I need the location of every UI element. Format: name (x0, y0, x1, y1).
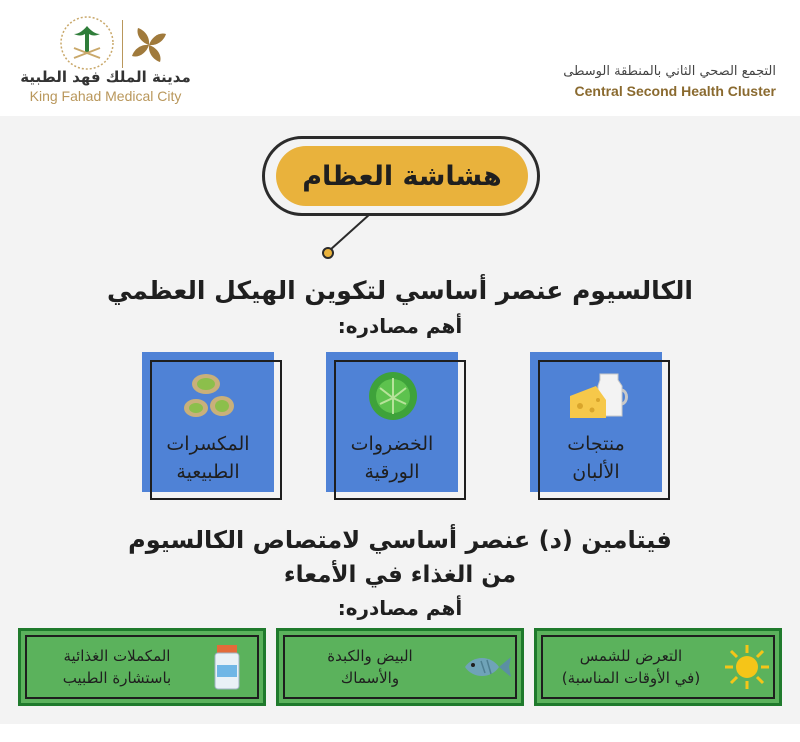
card-label-line1: الخضروات (350, 433, 434, 455)
card-label-line2: الطبيعية (176, 461, 240, 483)
card-label-line2: والأسماك (340, 669, 400, 687)
cluster-name-en: Central Second Health Cluster (574, 83, 776, 99)
card-label-line2: باستشارة الطبيب (62, 669, 172, 687)
card-label-line1: البيض والكبدة (327, 647, 413, 665)
card-label-line1: منتجات (567, 433, 625, 455)
kfmc-name-ar: مدينة الملك فهد الطبية (20, 68, 191, 86)
calcium-heading: الكالسيوم عنصر أساسي لتكوين الهيكل العظمي (107, 276, 693, 305)
card-label-line2: (في الأوقات المناسبة) (561, 669, 701, 687)
card-label-line1: التعرض للشمس (579, 647, 683, 665)
card-sun-exposure (534, 628, 782, 706)
card-label-line1: المكسرات (166, 433, 250, 455)
card-eggs-liver-fish (276, 628, 524, 706)
card-leafy-greens (326, 352, 458, 492)
card-dairy (530, 352, 662, 492)
card-label (33, 645, 201, 689)
card-label-line1: المكملات الغذائية (63, 647, 171, 665)
calcium-sources-label: أهم مصادره: (337, 314, 463, 338)
card-label (142, 430, 274, 486)
fish-icon (459, 643, 513, 691)
dairy-icon (566, 366, 628, 424)
footer-strip (0, 724, 800, 742)
vitamin-d-heading-line1: فيتامين (د) عنصر أساسي لامتصاص الكالسيوم (128, 526, 672, 554)
card-label (530, 430, 662, 486)
logo-divider (122, 20, 123, 68)
card-label-line2: الألبان (572, 461, 620, 483)
vitamin-d-heading-line2: من الغذاء في الأمعاء (283, 562, 517, 588)
sun-icon (723, 643, 771, 691)
saudi-emblem-icon (58, 14, 116, 72)
title-badge (262, 136, 540, 216)
page-title: هشاشة العظام (276, 146, 528, 206)
vitamin-d-sources-label: أهم مصادره: (337, 596, 463, 620)
kfmc-name-en: King Fahad Medical City (29, 88, 182, 104)
card-nuts (142, 352, 274, 492)
cluster-name-ar: التجمع الصحي الثاني بالمنطقة الوسطى (563, 64, 776, 79)
leafy-greens-icon (362, 366, 424, 424)
card-label (285, 645, 455, 689)
card-label (326, 430, 458, 486)
card-supplements (18, 628, 266, 706)
nuts-icon (178, 366, 240, 424)
card-label-line2: الورقية (364, 461, 420, 483)
card-label (543, 645, 719, 689)
kfmc-logo (18, 14, 208, 109)
cluster-logo (536, 64, 776, 99)
kfmc-flower-icon (128, 24, 170, 66)
header (0, 0, 800, 116)
supplement-bottle-icon (203, 643, 251, 691)
